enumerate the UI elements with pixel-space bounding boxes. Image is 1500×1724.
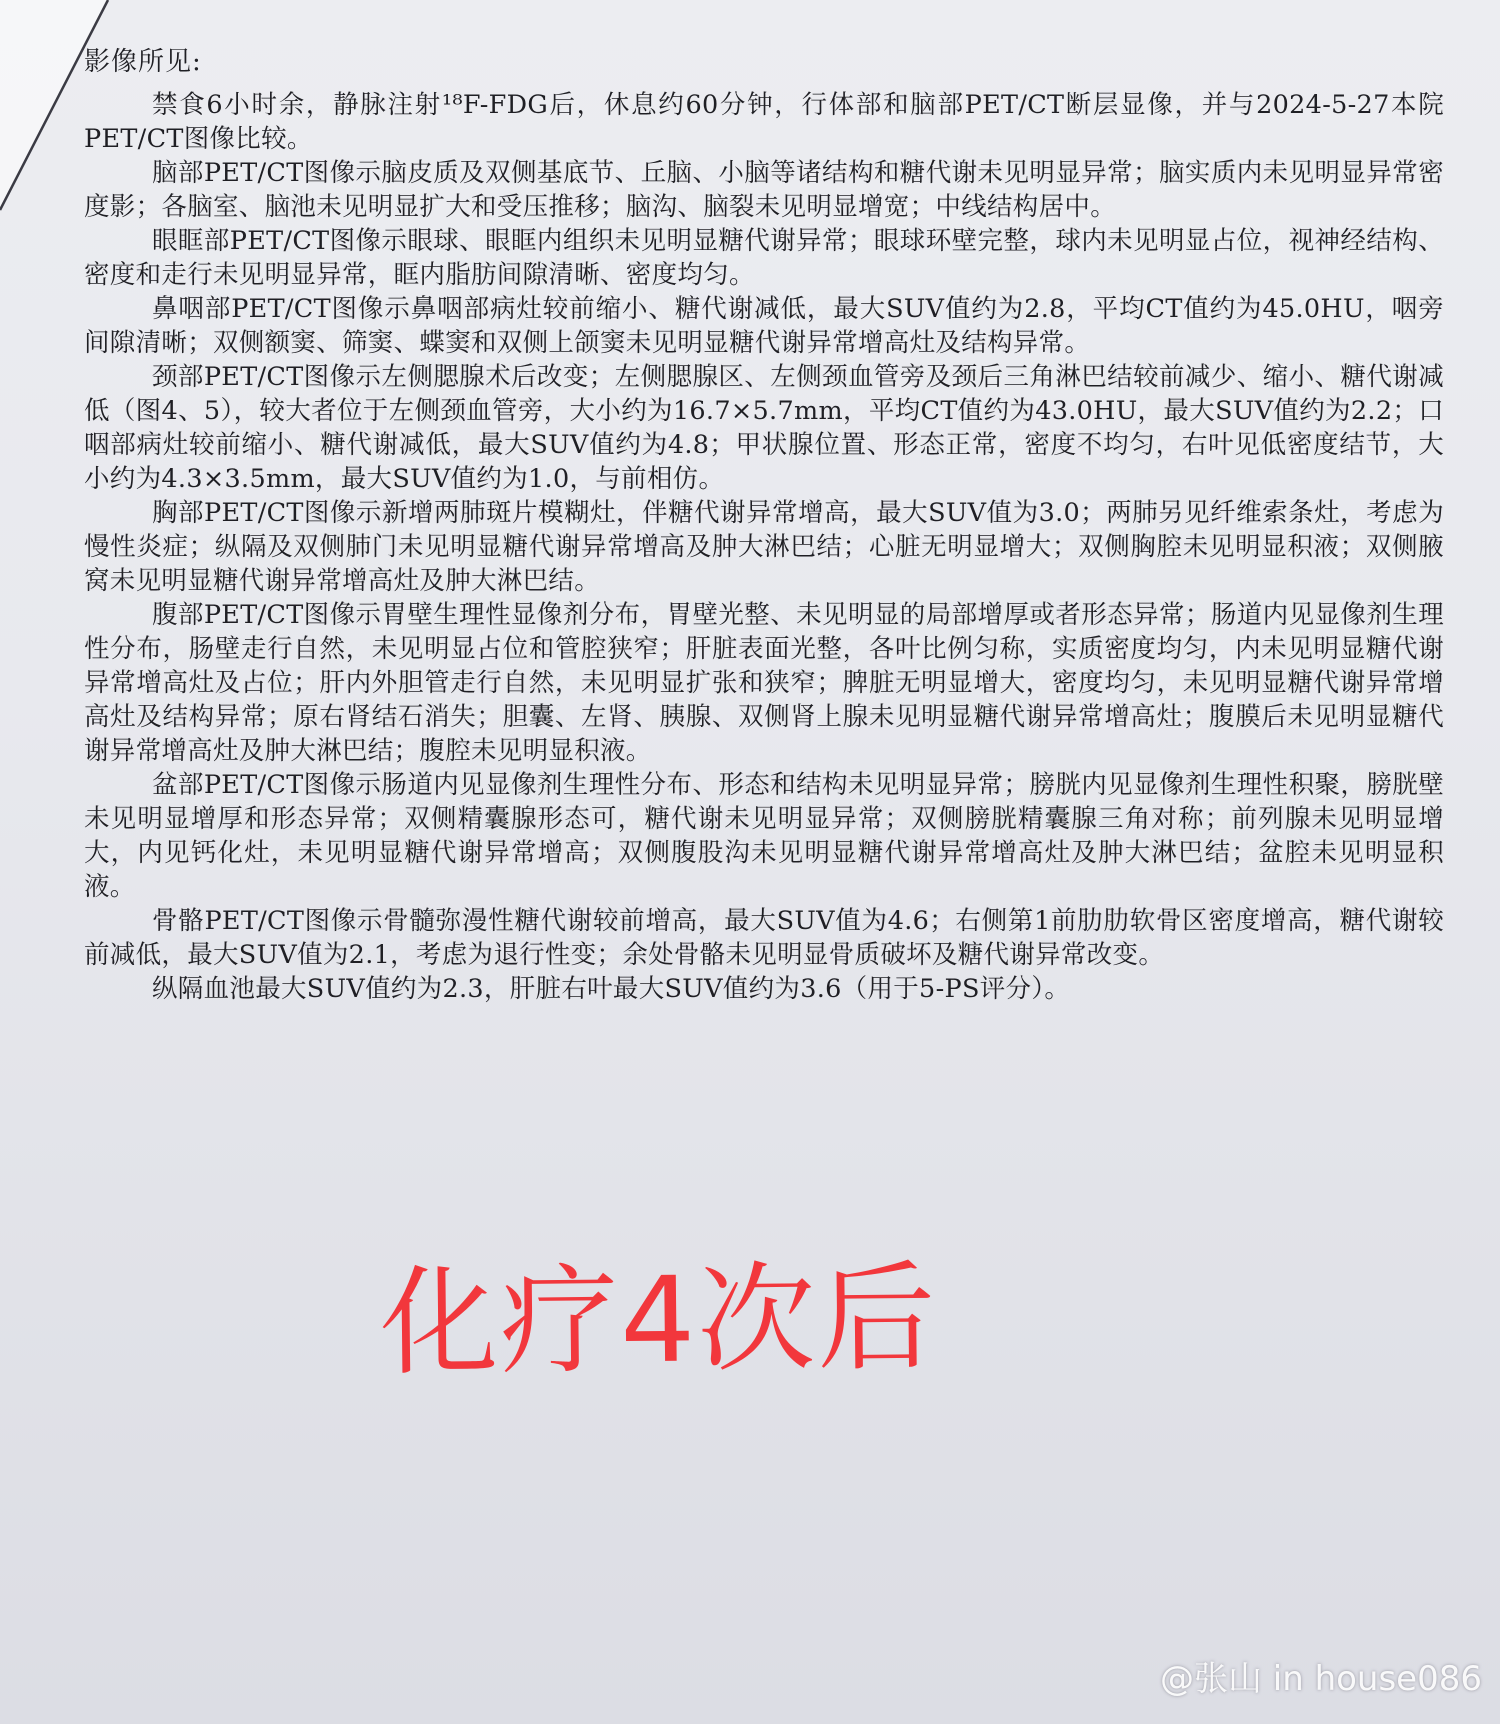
watermark: @张山 in house086 xyxy=(1159,1659,1482,1699)
chemo-annotation: 化疗4次后 xyxy=(379,1248,938,1392)
para-nasopharynx: 鼻咽部PET/CT图像示鼻咽部病灶较前缩小、糖代谢减低，最大SUV值约为2.8，平均CT值约为45.0HU，咽旁间隙清晰；双侧额窦、筛窦、蝶窦和双侧上颌窦未见明显糖代谢异常增高灶及结构异常。 xyxy=(84,294,1444,358)
para-orbit: 眼眶部PET/CT图像示眼球、眼眶内组织未见明显糖代谢异常；眼球环壁完整，球内未见明显占位，视神经结构、密度和走行未见明显异常，眶内脂肪间隙清晰、密度均匀。 xyxy=(84,226,1444,290)
para-brain: 脑部PET/CT图像示脑皮质及双侧基底节、丘脑、小脑等诸结构和糖代谢未见明显异常；脑实质内未见明显异常密度影；各脑室、脑池未见明显扩大和受压推移；脑沟、脑裂未见明显增宽；中线结构居中。 xyxy=(84,158,1444,222)
para-5ps-reference: 纵隔血池最大SUV值约为2.3，肝脏右叶最大SUV值约为3.6（用于5-PS评分）。 xyxy=(152,974,1071,1004)
report-body xyxy=(84,36,1444,1006)
para-neck: 颈部PET/CT图像示左侧腮腺术后改变；左侧腮腺区、左侧颈血管旁及颈后三角淋巴结较前减少、缩小、糖代谢减低（图4、5），较大者位于左侧颈血管旁，大小约为16.7×5.7mm，平均CT值约为43.0HU，最大SUV值约为2.2；口咽部病灶较前缩小、糖代谢减低，最大SUV值约为4.8；甲状腺位置、形态正常，密度不均匀，右叶见低密度结节，大小约为4.3×3.5mm，最大SUV值约为1.0，与前相仿。 xyxy=(84,362,1444,494)
para-bone: 骨骼PET/CT图像示骨髓弥漫性糖代谢较前增高，最大SUV值为4.6；右侧第1前肋肋软骨区密度增高，糖代谢较前减低，最大SUV值为2.1，考虑为退行性变；余处骨骼未见明显骨质破坏及糖代谢异常改变。 xyxy=(84,906,1444,970)
para-fdg-protocol: 禁食6小时余，静脉注射¹⁸F-FDG后，休息约60分钟，行体部和脑部PET/CT断层显像，并与2024-5-27本院PET/CT图像比较。 xyxy=(84,90,1444,154)
para-abdomen: 腹部PET/CT图像示胃壁生理性显像剂分布，胃壁光整、未见明显的局部增厚或者形态异常；肠道内见显像剂生理性分布，肠壁走行自然，未见明显占位和管腔狭窄；肝脏表面光整，各叶比例匀称，实质密度均匀，内未见明显糖代谢异常增高灶及占位；肝内外胆管走行自然，未见明显扩张和狭窄；脾脏无明显增大，密度均匀，未见明显糖代谢异常增高灶及结构异常；原右肾结石消失；胆囊、左肾、胰腺、双侧肾上腺未见明显糖代谢异常增高灶；腹膜后未见明显糖代谢异常增高灶及肿大淋巴结；腹腔未见明显积液。 xyxy=(84,600,1444,766)
para-pelvis: 盆部PET/CT图像示肠道内见显像剂生理性分布、形态和结构未见明显异常；膀胱内见显像剂生理性积聚，膀胱壁未见明显增厚和形态异常；双侧精囊腺形态可，糖代谢未见明显异常；双侧膀胱精囊腺三角对称；前列腺未见明显增大，内见钙化灶，未见明显糖代谢异常增高；双侧腹股沟未见明显糖代谢异常增高灶及肿大淋巴结；盆腔未见明显积液。 xyxy=(84,770,1444,902)
para-chest: 胸部PET/CT图像示新增两肺斑片模糊灶，伴糖代谢异常增高，最大SUV值为3.0；两肺另见纤维索条灶，考虑为慢性炎症；纵隔及双侧肺门未见明显糖代谢异常增高及肿大淋巴结；心脏无明显增大；双侧胸腔未见明显积液；双侧腋窝未见明显糖代谢异常增高灶及肿大淋巴结。 xyxy=(84,498,1444,596)
section-heading: 影像所见: xyxy=(84,47,202,77)
